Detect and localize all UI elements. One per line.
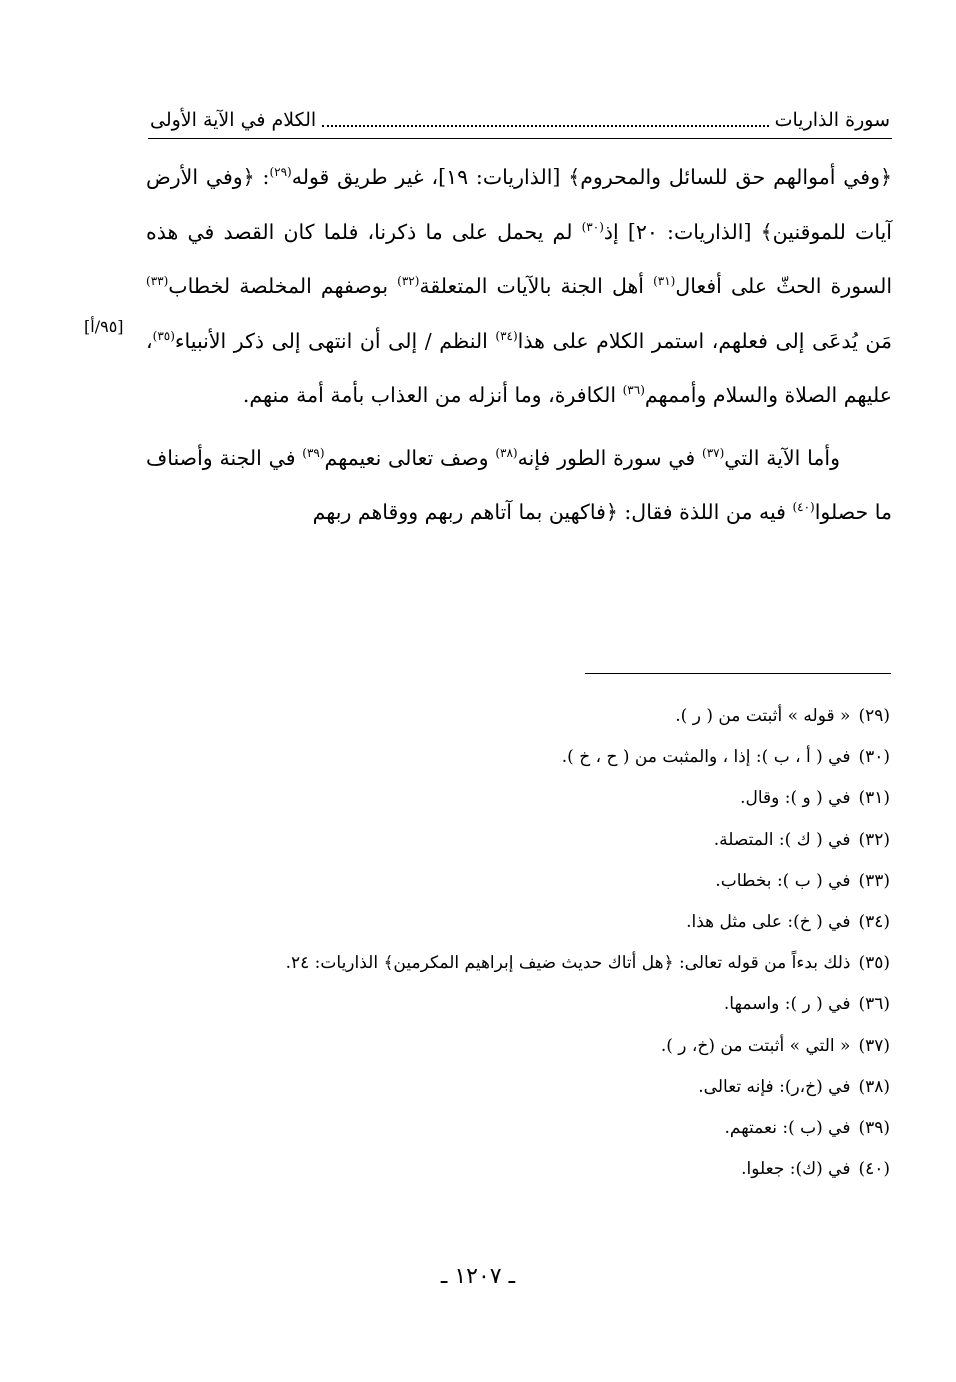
header-surah: سورة الذاريات [774,109,890,131]
footnote-item [150,861,890,902]
text-segment: بوصفهم المخلصة لخطاب [168,274,398,298]
footnote-item [150,943,890,984]
text-segment: في سورة الطور فإنه [517,445,703,470]
text-segment: في الجنة وأصناف ما حصلوا [146,445,892,524]
footnote-text: في ( أ ، ب ): إذا ، والمثبت من ( ح ، خ ). [561,747,851,768]
text-segment: الكافرة، وما أنزله من العذاب بأمة أمة منهم. [242,383,623,407]
footnote-item [150,1108,890,1149]
text-segment: ﴿وفي أموالهم حق للسائل والمحروم﴾ [الذاريات: ١٩]، غير طريق قوله [291,165,893,189]
footnote-item [150,1067,890,1108]
footnote-text: في ( ر ): واسمها. [723,994,851,1015]
text-segment: لم يحمل على ما ذكرنا، فلما كان القصد في هذه السورة الحثّ على أفعال [146,219,893,298]
footnote-ref[interactable]: (٣٧) [702,445,725,460]
footnote-text: في ( خ): على مثل هذا. [686,912,851,933]
footnote-text: ذلك بدءاً من قوله تعالى: ﴿هل أتاك حديث ضيف إبراهيم المكرمين﴾ الذاريات: ٢٤. [285,953,851,974]
footnote-ref[interactable]: (٣٥) [152,328,175,343]
footnote-item [150,1149,890,1190]
footnote-ref[interactable]: (٣٢) [397,274,420,289]
footnote-number: (٣١) [858,788,890,809]
footnote-text: في ( و ): وقال. [740,788,851,809]
footnote-item [150,984,890,1025]
text-segment: : ﴿وفي الأرض آيات للموقنين﴾ [الذاريات: ٢٠] إذ [146,165,893,244]
footnote-text: في (خ،ر): فإنه تعالى. [698,1076,851,1097]
footnote-number: (٣٥) [858,953,890,974]
footnote-item [150,902,890,943]
footnote-number: (٣٨) [858,1076,890,1097]
footnote-text: « التي » أثبتت من (خ، ر ). [660,1035,851,1056]
text-segment: مَن يُدعَى إلى فعلهم، استمر الكلام على هذا [517,328,892,353]
footnote-text: « قوله » أثبتت من ( ر ). [675,706,851,726]
footnote-text: في (ب ): نعمتهم. [724,1118,851,1139]
footnote-number: (٣٩) [858,1118,890,1139]
footnote-number: (٣٤) [858,912,890,933]
text-segment: ، عليهم الصلاة والسلام وأممهم [146,328,892,407]
footnote-number: (٤٠) [858,1159,890,1180]
running-header [150,98,890,134]
text-segment: وأما الآية التي [724,445,840,470]
main-text [146,150,892,540]
footnote-separator [585,673,891,674]
footnote-item [150,737,890,778]
footnote-ref[interactable]: (٣٦) [622,383,645,398]
header-rule [148,138,892,139]
footnote-number: (٣٦) [858,994,890,1015]
footnote-item [150,1026,890,1067]
footnote-ref[interactable]: (٣٣) [146,274,169,289]
footnote-ref[interactable]: (٣١) [653,274,676,289]
footnote-item [150,696,890,737]
footnote-text: في (ك): جعلوا. [741,1159,851,1180]
footnote-ref[interactable]: (٣٤) [495,328,518,343]
footnotes [150,696,890,1190]
page-number: ـ ١٢٠٧ ـ [440,1264,516,1289]
text-segment: النظم / إلى أن انتهى إلى ذكر الأنبياء [174,328,496,353]
footnote-ref[interactable]: (٢٩) [269,165,292,180]
footnote-number: (٣٠) [858,747,890,768]
footnote-number: (٢٩) [858,706,890,726]
footnote-ref[interactable]: (٤٠) [792,500,815,515]
header-dot-leader [322,124,768,127]
footnote-number: (٣٣) [858,870,890,891]
text-segment: فيه من اللذة فقال: ﴿فاكهين بما آتاهم ربهم ووقاهم ربهم [312,500,793,524]
text-segment: أهل الجنة بالآيات المتعلقة [419,274,654,298]
footnote-item [150,778,890,819]
manuscript-folio-ref: [٩٥/أ] [84,317,124,336]
header-section: الكلام في الآية الأولى [150,109,317,131]
footnote-number: (٣٢) [858,829,890,850]
paragraph-2 [146,431,892,540]
footnote-ref[interactable]: (٣٠) [581,219,604,234]
footnote-text: في ( ك ): المتصلة. [713,829,851,850]
footnote-ref[interactable]: (٣٩) [302,445,325,460]
text-segment: وصف تعالى نعيمهم [324,445,496,470]
footnote-text: في ( ب ): بخطاب. [715,870,851,891]
footnote-ref[interactable]: (٣٨) [495,445,518,460]
footnote-number: (٣٧) [858,1035,890,1056]
paragraph-1 [146,150,892,423]
footnote-item [150,820,890,861]
